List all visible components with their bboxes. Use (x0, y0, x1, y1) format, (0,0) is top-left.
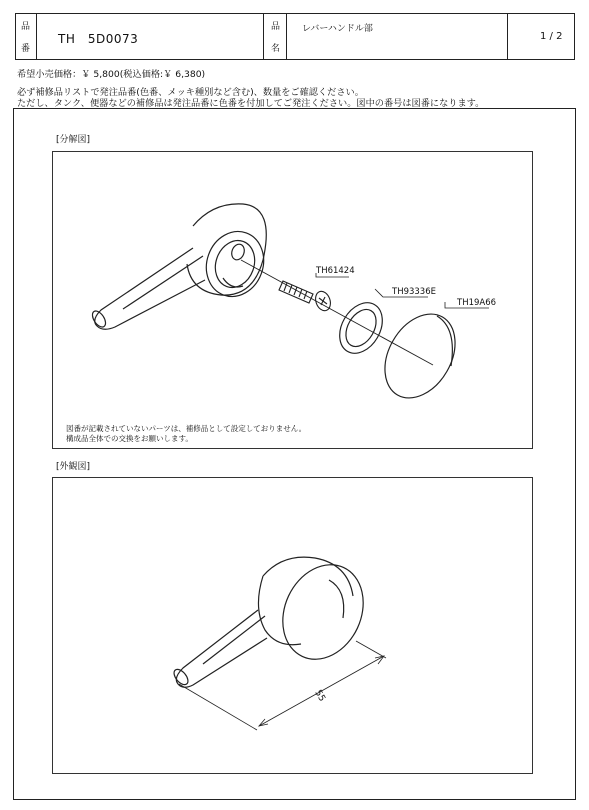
exploded-view (52, 151, 533, 449)
part-label-cap: TH19A66 (457, 298, 497, 308)
notice-line-2: ただし、タンク、便器などの補修品は発注品番に色番を付加してご発注ください。図中の番号は図番になります。 (17, 98, 485, 109)
exploded-drawing (53, 152, 532, 448)
divider (263, 14, 264, 59)
product-name: レバーハンドル部 (302, 24, 373, 34)
title-block (15, 13, 575, 60)
exploded-note-1: 図番が記載されていないパーツは、補修品として設定しておりません。 (66, 424, 307, 433)
dimension-lines (179, 641, 386, 730)
hin-label-bottom: 番 (21, 44, 31, 54)
external-view (52, 477, 533, 774)
mei-label-top: 品 (271, 22, 281, 32)
divider (507, 14, 508, 59)
divider (36, 14, 37, 59)
page-number: 1 / 2 (540, 31, 563, 42)
exploded-title: [分解図] (56, 135, 91, 145)
product-code: TH 5D0073 (58, 32, 139, 46)
screw-part (279, 281, 333, 313)
cap-part (371, 302, 470, 411)
price-line: 希望小売価格：￥ 5,800(税込価格:￥ 6,380) (17, 69, 206, 80)
external-drawing (53, 478, 532, 773)
exploded-note-2: 構成品全体での交換をお願いします。 (66, 434, 193, 443)
o-ring-part (331, 295, 391, 361)
part-label-screw: TH61424 (316, 266, 355, 276)
mei-label-bottom: 名 (271, 44, 281, 54)
notice-line-1: 必ず補修品リストで発注品番(色番、メッキ種別など含む)、数量をご確認ください。 (17, 87, 364, 98)
lever-handle (90, 204, 273, 329)
part-label-oring: TH93336E (392, 287, 436, 297)
divider (286, 14, 287, 59)
assembled-handle (171, 552, 378, 688)
hin-label-top: 品 (21, 22, 31, 32)
dimension-label: 55 (312, 688, 327, 704)
external-title: [外観図] (56, 462, 91, 472)
